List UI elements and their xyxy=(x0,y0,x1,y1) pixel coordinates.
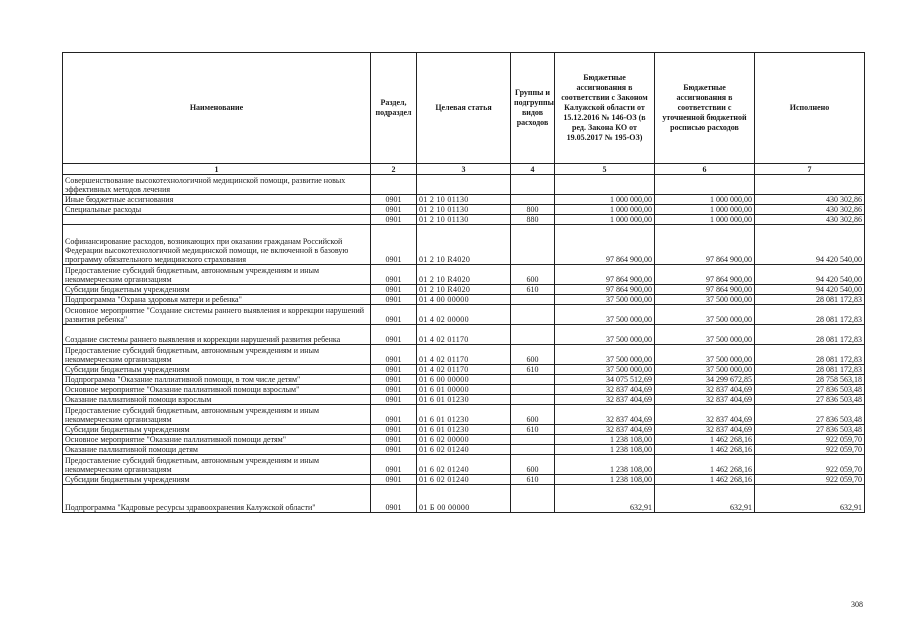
row-section: 0901 xyxy=(371,435,417,445)
row-section: 0901 xyxy=(371,475,417,485)
table-row xyxy=(63,405,865,425)
row-group xyxy=(511,325,555,345)
column-number: 1 xyxy=(63,164,371,175)
row-name: Софинансирование расходов, возникающих при оказании гражданам Российской Федерации высокотехнологичной медицинской помощи, не включенной в базовую программу обязательного медицинского страхования xyxy=(63,225,371,265)
table-row xyxy=(63,285,865,295)
row-target: 01 4 00 00000 xyxy=(417,295,511,305)
row-section: 0901 xyxy=(371,265,417,285)
row-target: 01 2 10 R4020 xyxy=(417,265,511,285)
row-group: 610 xyxy=(511,475,555,485)
row-group: 600 xyxy=(511,345,555,365)
row-section: 0901 xyxy=(371,285,417,295)
row-list-amount: 37 500 000,00 xyxy=(655,365,755,375)
table-row xyxy=(63,215,865,225)
table-row xyxy=(63,195,865,205)
table-row xyxy=(63,205,865,215)
row-target: 01 2 10 01130 xyxy=(417,195,511,205)
table-row xyxy=(63,475,865,485)
row-target: 01 6 01 00000 xyxy=(417,385,511,395)
column-number: 5 xyxy=(555,164,655,175)
row-list-amount: 97 864 900,00 xyxy=(655,225,755,265)
row-executed-amount: 94 420 540,00 xyxy=(755,265,865,285)
column-number: 4 xyxy=(511,164,555,175)
row-law-amount: 1 000 000,00 xyxy=(555,205,655,215)
row-section: 0901 xyxy=(371,295,417,305)
row-executed-amount: 28 081 172,83 xyxy=(755,365,865,375)
row-name: Субсидии бюджетным учреждениям xyxy=(63,285,371,295)
table-row xyxy=(63,265,865,285)
row-group xyxy=(511,385,555,395)
row-section: 0901 xyxy=(371,455,417,475)
row-section: 0901 xyxy=(371,445,417,455)
row-list-amount: 1 462 268,16 xyxy=(655,475,755,485)
row-section: 0901 xyxy=(371,205,417,215)
row-name: Основное мероприятие "Оказание паллиативной помощи детям" xyxy=(63,435,371,445)
row-group xyxy=(511,375,555,385)
row-law-amount: 632,91 xyxy=(555,485,655,513)
row-name: Создание системы раннего выявления и коррекции нарушений развития ребенка xyxy=(63,325,371,345)
table-row xyxy=(63,375,865,385)
row-name: Оказание паллиативной помощи детям xyxy=(63,445,371,455)
row-list-amount: 34 299 672,85 xyxy=(655,375,755,385)
row-law-amount: 1 238 108,00 xyxy=(555,435,655,445)
row-executed-amount: 27 836 503,48 xyxy=(755,405,865,425)
table-row xyxy=(63,445,865,455)
row-law-amount: 37 500 000,00 xyxy=(555,365,655,375)
row-section: 0901 xyxy=(371,485,417,513)
row-list-amount: 1 000 000,00 xyxy=(655,215,755,225)
row-group xyxy=(511,225,555,265)
row-list-amount: 32 837 404,69 xyxy=(655,425,755,435)
row-executed-amount: 430 302,86 xyxy=(755,195,865,205)
row-list-amount: 32 837 404,69 xyxy=(655,405,755,425)
row-target: 01 6 01 01230 xyxy=(417,405,511,425)
row-executed-amount: 28 758 563,18 xyxy=(755,375,865,385)
table-row xyxy=(63,295,865,305)
header-law: Бюджетные ассигнования в соответствии с Законом Калужской области от 15.12.2016 № 146-ОЗ (в ред. Закона КО от 19.05.2017 № 195-ОЗ) xyxy=(555,53,655,164)
row-section: 0901 xyxy=(371,305,417,325)
row-section: 0901 xyxy=(371,225,417,265)
row-section: 0901 xyxy=(371,325,417,345)
row-list-amount: 1 462 268,16 xyxy=(655,435,755,445)
row-group: 600 xyxy=(511,265,555,285)
row-target: 01 4 02 01170 xyxy=(417,325,511,345)
row-target: 01 6 00 00000 xyxy=(417,375,511,385)
row-name: Подпрограмма "Кадровые ресурсы здравоохранения Калужской области" xyxy=(63,485,371,513)
table-row xyxy=(63,385,865,395)
table-row xyxy=(63,395,865,405)
row-executed-amount: 28 081 172,83 xyxy=(755,305,865,325)
row-list-amount: 32 837 404,69 xyxy=(655,385,755,395)
row-list-amount: 1 000 000,00 xyxy=(655,195,755,205)
row-section: 0901 xyxy=(371,215,417,225)
row-target: 01 2 10 01130 xyxy=(417,215,511,225)
row-group: 800 xyxy=(511,205,555,215)
row-executed-amount: 922 059,70 xyxy=(755,455,865,475)
header-target: Целевая статья xyxy=(417,53,511,164)
row-executed-amount xyxy=(755,175,865,195)
row-section: 0901 xyxy=(371,375,417,385)
row-executed-amount: 922 059,70 xyxy=(755,435,865,445)
row-group: 600 xyxy=(511,455,555,475)
row-list-amount: 97 864 900,00 xyxy=(655,265,755,285)
row-group xyxy=(511,175,555,195)
row-name: Предоставление субсидий бюджетным, автономным учреждениям и иным некоммерческим организациям xyxy=(63,265,371,285)
row-name: Субсидии бюджетным учреждениям xyxy=(63,425,371,435)
row-group xyxy=(511,295,555,305)
table-row xyxy=(63,325,865,345)
row-law-amount: 32 837 404,69 xyxy=(555,395,655,405)
row-list-amount: 97 864 900,00 xyxy=(655,285,755,295)
row-list-amount: 37 500 000,00 xyxy=(655,345,755,365)
row-name: Предоставление субсидий бюджетным, автономным учреждениям и иным некоммерческим организациям xyxy=(63,455,371,475)
row-name: Подпрограмма "Охрана здоровья матери и ребенка" xyxy=(63,295,371,305)
header-executed: Исполнено xyxy=(755,53,865,164)
row-target: 01 6 02 01240 xyxy=(417,445,511,455)
row-group: 610 xyxy=(511,285,555,295)
row-law-amount: 97 864 900,00 xyxy=(555,265,655,285)
row-name: Специальные расходы xyxy=(63,205,371,215)
row-group xyxy=(511,305,555,325)
row-target: 01 6 02 00000 xyxy=(417,435,511,445)
row-section: 0901 xyxy=(371,405,417,425)
row-target: 01 6 01 01230 xyxy=(417,425,511,435)
row-executed-amount: 28 081 172,83 xyxy=(755,325,865,345)
row-section xyxy=(371,175,417,195)
table-row xyxy=(63,305,865,325)
row-executed-amount: 430 302,86 xyxy=(755,215,865,225)
row-executed-amount: 27 836 503,48 xyxy=(755,395,865,405)
row-target: 01 6 01 01230 xyxy=(417,395,511,405)
row-law-amount: 1 000 000,00 xyxy=(555,215,655,225)
row-executed-amount: 922 059,70 xyxy=(755,445,865,455)
row-law-amount: 32 837 404,69 xyxy=(555,385,655,395)
table-row xyxy=(63,485,865,513)
header-section: Раздел, подраздел xyxy=(371,53,417,164)
row-executed-amount: 94 420 540,00 xyxy=(755,285,865,295)
row-target: 01 2 10 01130 xyxy=(417,205,511,215)
header-name: Наименование xyxy=(63,53,371,164)
row-target: 01 2 10 R4020 xyxy=(417,285,511,295)
row-name xyxy=(63,215,371,225)
row-section: 0901 xyxy=(371,195,417,205)
row-group xyxy=(511,435,555,445)
row-target: 01 4 02 01170 xyxy=(417,365,511,375)
row-section: 0901 xyxy=(371,385,417,395)
row-target: 01 6 02 01240 xyxy=(417,455,511,475)
row-list-amount: 37 500 000,00 xyxy=(655,325,755,345)
column-number: 3 xyxy=(417,164,511,175)
row-name: Совершенствование высокотехнологичной медицинской помощи, развитие новых эффективных методов лечения xyxy=(63,175,371,195)
row-law-amount: 37 500 000,00 xyxy=(555,295,655,305)
row-law-amount: 32 837 404,69 xyxy=(555,425,655,435)
row-target: 01 4 02 01170 xyxy=(417,345,511,365)
row-law-amount: 37 500 000,00 xyxy=(555,345,655,365)
row-executed-amount: 27 836 503,48 xyxy=(755,385,865,395)
header-row xyxy=(63,53,865,164)
row-target: 01 6 02 01240 xyxy=(417,475,511,485)
row-target: 01 2 10 R4020 xyxy=(417,225,511,265)
row-group xyxy=(511,195,555,205)
row-law-amount: 37 500 000,00 xyxy=(555,325,655,345)
row-list-amount: 32 837 404,69 xyxy=(655,395,755,405)
row-group: 610 xyxy=(511,425,555,435)
row-executed-amount: 28 081 172,83 xyxy=(755,295,865,305)
row-list-amount: 37 500 000,00 xyxy=(655,295,755,305)
row-name: Иные бюджетные ассигнования xyxy=(63,195,371,205)
row-law-amount: 1 238 108,00 xyxy=(555,445,655,455)
table-row xyxy=(63,425,865,435)
row-executed-amount: 94 420 540,00 xyxy=(755,225,865,265)
table-row xyxy=(63,225,865,265)
row-law-amount: 97 864 900,00 xyxy=(555,225,655,265)
header-groups: Группы и подгруппы видов расходов xyxy=(511,53,555,164)
column-number-row xyxy=(63,164,865,175)
row-group: 880 xyxy=(511,215,555,225)
row-name: Предоставление субсидий бюджетным, автономным учреждениям и иным некоммерческим организациям xyxy=(63,405,371,425)
row-name: Основное мероприятие "Создание системы раннего выявления и коррекции нарушений развития ребенка" xyxy=(63,305,371,325)
row-group xyxy=(511,445,555,455)
row-list-amount: 37 500 000,00 xyxy=(655,305,755,325)
row-law-amount: 1 238 108,00 xyxy=(555,475,655,485)
row-executed-amount: 27 836 503,48 xyxy=(755,425,865,435)
header-list: Бюджетные ассигнования в соответствии с уточненной бюджетной росписью расходов xyxy=(655,53,755,164)
row-list-amount: 632,91 xyxy=(655,485,755,513)
row-name: Подпрограмма "Оказание паллиативной помощи, в том числе детям" xyxy=(63,375,371,385)
row-executed-amount: 632,91 xyxy=(755,485,865,513)
column-number: 6 xyxy=(655,164,755,175)
table-row xyxy=(63,345,865,365)
row-law-amount: 97 864 900,00 xyxy=(555,285,655,295)
row-executed-amount: 922 059,70 xyxy=(755,475,865,485)
row-law-amount: 1 000 000,00 xyxy=(555,195,655,205)
row-list-amount xyxy=(655,175,755,195)
table-row xyxy=(63,365,865,375)
row-section: 0901 xyxy=(371,345,417,365)
table-body xyxy=(63,175,865,513)
table-row xyxy=(63,435,865,445)
budget-table xyxy=(62,52,865,513)
row-law-amount: 34 075 512,69 xyxy=(555,375,655,385)
row-name: Субсидии бюджетным учреждениям xyxy=(63,365,371,375)
row-list-amount: 1 462 268,16 xyxy=(655,445,755,455)
row-group: 610 xyxy=(511,365,555,375)
row-list-amount: 1 000 000,00 xyxy=(655,205,755,215)
row-name: Субсидии бюджетным учреждениям xyxy=(63,475,371,485)
column-number: 2 xyxy=(371,164,417,175)
column-number: 7 xyxy=(755,164,865,175)
row-group xyxy=(511,395,555,405)
row-name: Предоставление субсидий бюджетным, автономным учреждениям и иным некоммерческим организациям xyxy=(63,345,371,365)
row-executed-amount: 28 081 172,83 xyxy=(755,345,865,365)
table-row xyxy=(63,175,865,195)
row-group xyxy=(511,485,555,513)
row-law-amount: 32 837 404,69 xyxy=(555,405,655,425)
row-target xyxy=(417,175,511,195)
row-list-amount: 1 462 268,16 xyxy=(655,455,755,475)
row-law-amount: 1 238 108,00 xyxy=(555,455,655,475)
row-target: 01 4 02 00000 xyxy=(417,305,511,325)
page-number: 308 xyxy=(851,600,863,609)
row-section: 0901 xyxy=(371,395,417,405)
row-name: Основное мероприятие "Оказание паллиативной помощи взрослым" xyxy=(63,385,371,395)
row-section: 0901 xyxy=(371,425,417,435)
row-law-amount xyxy=(555,175,655,195)
table-row xyxy=(63,455,865,475)
row-group: 600 xyxy=(511,405,555,425)
row-name: Оказание паллиативной помощи взрослым xyxy=(63,395,371,405)
row-executed-amount: 430 302,86 xyxy=(755,205,865,215)
row-target: 01 Б 00 00000 xyxy=(417,485,511,513)
row-section: 0901 xyxy=(371,365,417,375)
row-law-amount: 37 500 000,00 xyxy=(555,305,655,325)
